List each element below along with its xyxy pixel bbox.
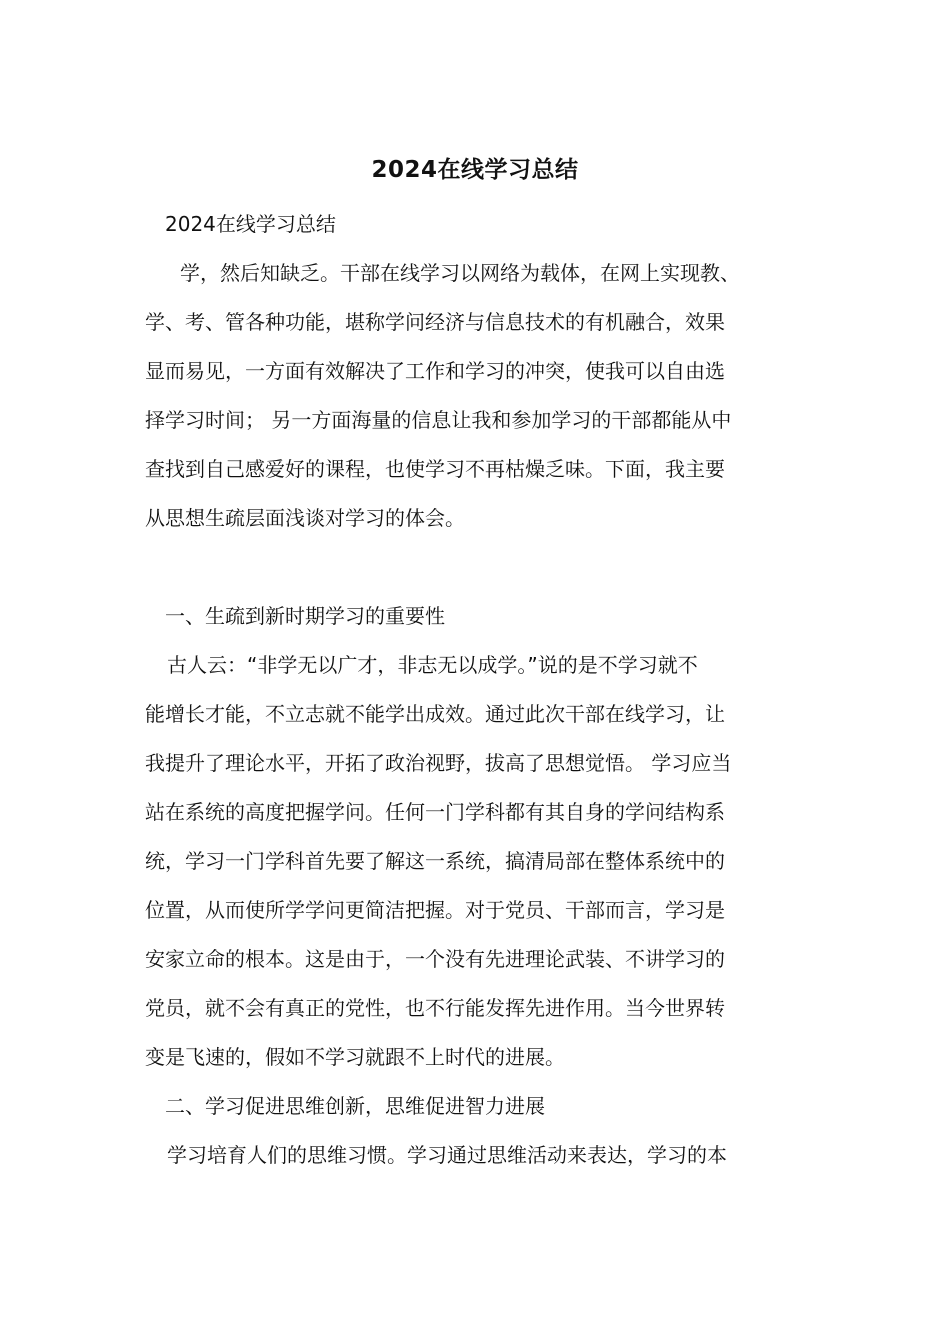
paragraph-line: 古人云：“非学无以广才，非志无以成学。”说的是不学习就不 (167, 653, 698, 677)
subtitle-line: 2024在线学习总结 (165, 212, 336, 236)
paragraph-line: 位置，从而使所学学问更简洁把握。对于党员、干部而言，学习是 (145, 898, 725, 922)
paragraph-line: 站在系统的高度把握学问。任何一门学科都有其自身的学问结构系 (145, 800, 725, 824)
paragraph-line: 学、考、管各种功能，堪称学问经济与信息技术的有机融合，效果 (145, 310, 725, 334)
section-heading: 二、学习促进思维创新，思维促进智力进展 (165, 1094, 545, 1118)
paragraph-line: 查找到自己感爱好的课程，也使学习不再枯燥乏味。下面，我主要 (145, 457, 725, 481)
section-heading: 一、生疏到新时期学习的重要性 (165, 604, 445, 628)
paragraph-line: 统，学习一门学科首先要了解这一系统，搞清局部在整体系统中的 (145, 849, 725, 873)
document-body (145, 203, 807, 1183)
paragraph-line: 显而易见，一方面有效解决了工作和学习的冲突，使我可以自由选 (145, 359, 725, 383)
paragraph-line: 党员，就不会有真正的党性，也不行能发挥先进作用。当今世界转 (145, 996, 725, 1020)
paragraph-line: 学，然后知缺乏。干部在线学习以网络为载体，在网上实现教、 (180, 261, 740, 285)
paragraph-line: 学习培育人们的思维习惯。学习通过思维活动来表达，学习的本 (167, 1143, 727, 1167)
paragraph-line: 安家立命的根本。这是由于，一个没有先进理论武装、不讲学习的 (145, 947, 725, 971)
blank-line (145, 546, 807, 595)
document-title: 2024在线学习总结 (371, 157, 579, 183)
paragraph-line: 能增长才能，不立志就不能学出成效。通过此次干部在线学习，让 (145, 702, 725, 726)
paragraph-line: 从思想生疏层面浅谈对学习的体会。 (145, 506, 465, 530)
paragraph-line: 变是飞速的，假如不学习就跟不上时代的进展。 (145, 1045, 565, 1069)
paragraph-line: 我提升了理论水平，开拓了政治视野，拔高了思想觉悟。 学习应当 (145, 751, 732, 775)
paragraph-line: 择学习时间； 另一方面海量的信息让我和参加学习的干部都能从中 (145, 408, 732, 432)
